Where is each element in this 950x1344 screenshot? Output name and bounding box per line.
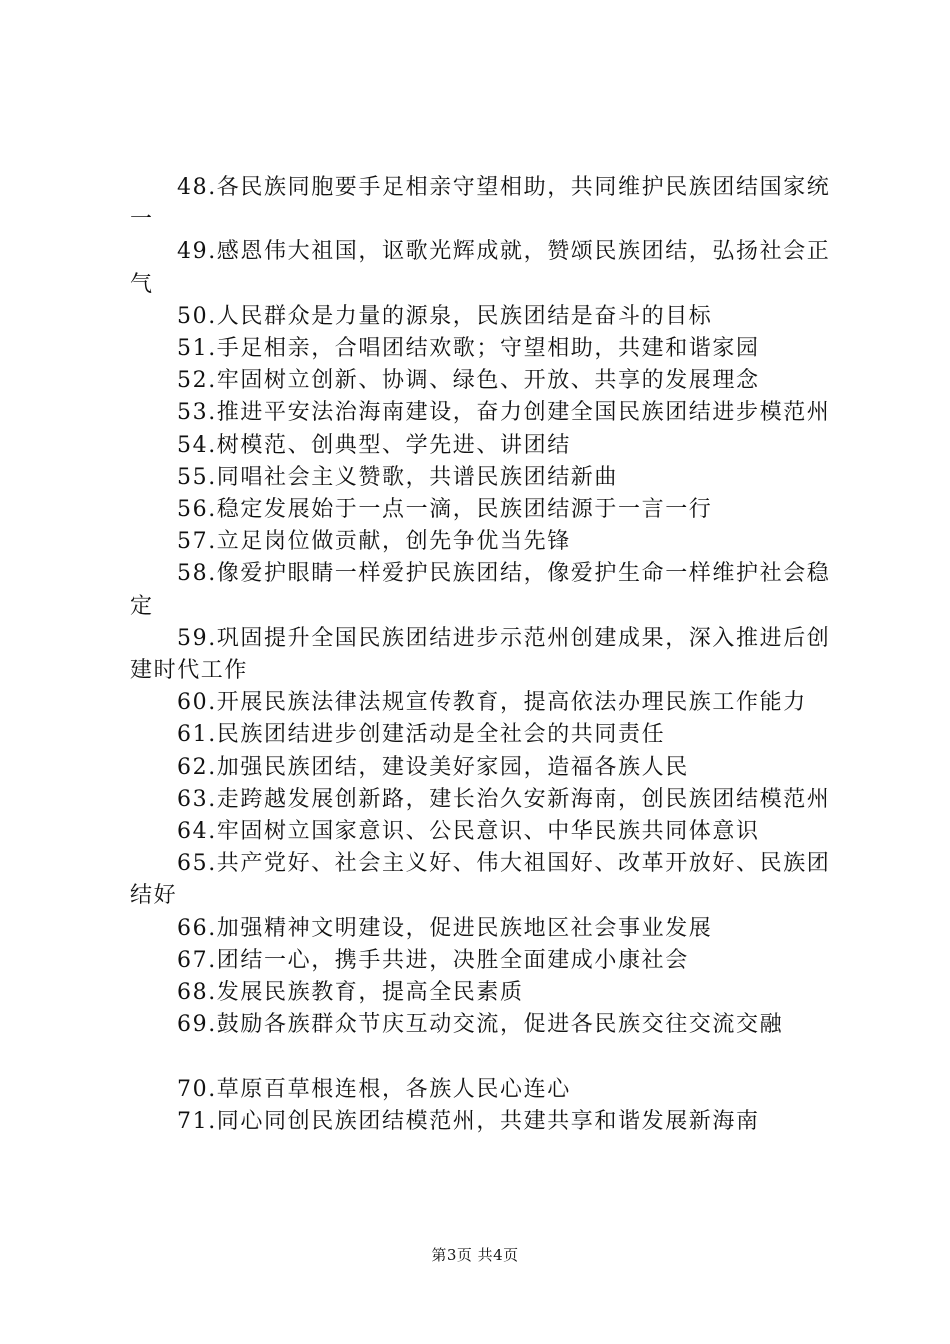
- list-item: 59.巩固提升全国民族团结进步示范州创建成果，深入推进后创建时代工作: [130, 625, 831, 684]
- slogan-list: [130, 172, 835, 1138]
- list-item: 49.感恩伟大祖国，讴歌光辉成就，赞颂民族团结，弘扬社会正气: [130, 239, 831, 297]
- list-item: 48.各民族同胞要手足相亲守望相助，共同维护民族团结国家统一: [130, 175, 831, 233]
- list-item: 57.立足岗位做贡献，创先争优当先锋: [177, 529, 571, 555]
- list-item: 51.手足相亲，合唱团结欢歌；守望相助，共建和谐家园: [177, 336, 760, 362]
- list-item: 53.推进平安法治海南建设，奋力创建全国民族团结进步模范州: [177, 400, 831, 426]
- list-item: 63.走跨越发展创新路，建长治久安新海南，创民族团结模范州: [177, 786, 831, 812]
- list-item: 58.像爱护眼睛一样爱护民族团结，像爱护生命一样维护社会稳定: [130, 561, 831, 619]
- list-item: 61.民族团结进步创建活动是全社会的共同责任: [177, 722, 666, 748]
- list-item: 55.同唱社会主义赞歌，共谱民族团结新曲: [177, 464, 618, 490]
- list-item: 69.鼓励各族群众节庆互动交流，促进各民族交往交流交融: [177, 1012, 784, 1038]
- list-item: 66.加强精神文明建设，促进民族地区社会事业发展: [177, 915, 713, 941]
- list-item: 62.加强民族团结，建设美好家园，造福各族人民: [177, 754, 689, 780]
- list-item: 60.开展民族法律法规宣传教育，提高依法办理民族工作能力: [177, 690, 807, 716]
- list-item: 52.牢固树立创新、协调、绿色、开放、共享的发展理念: [177, 368, 760, 394]
- page-number-footer: 第3页 共4页: [431, 1246, 519, 1264]
- list-item: 68.发展民族教育，提高全民素质: [177, 980, 524, 1006]
- list-item: 64.牢固树立国家意识、公民意识、中华民族共同体意识: [177, 819, 760, 845]
- list-item: 56.稳定发展始于一点一滴，民族团结源于一言一行: [177, 497, 713, 523]
- list-item: 50.人民群众是力量的源泉，民族团结是奋斗的目标: [177, 303, 713, 329]
- list-item: 70.草原百草根连根，各族人民心连心: [177, 1076, 571, 1102]
- list-item: 71.同心同创民族团结模范州，共建共享和谐发展新海南: [177, 1108, 760, 1134]
- list-item: 54.树模范、创典型、学先进、讲团结: [177, 432, 571, 458]
- list-item: 65.共产党好、社会主义好、伟大祖国好、改革开放好、民族团结好: [130, 851, 831, 909]
- list-item: 67.团结一心，携手共进，决胜全面建成小康社会: [177, 947, 689, 973]
